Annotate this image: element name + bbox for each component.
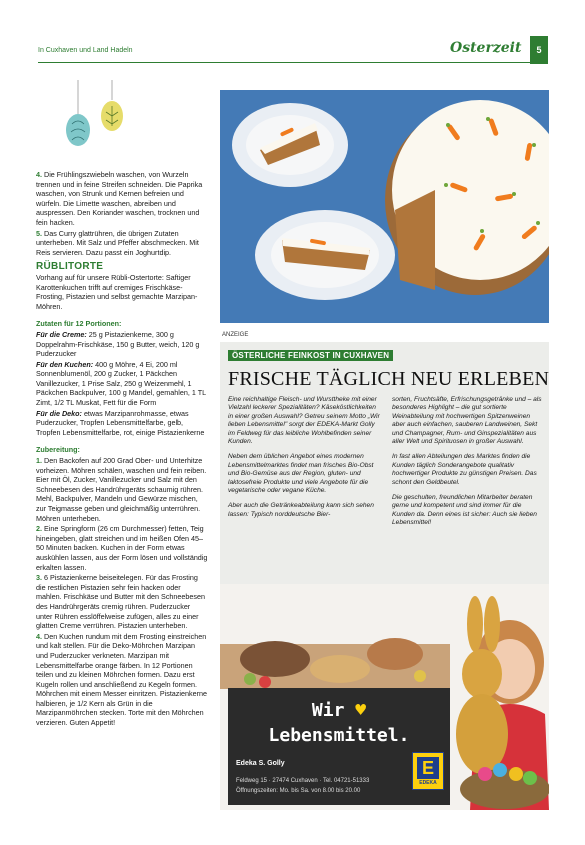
store-name: Edeka S. Golly xyxy=(236,760,285,767)
store-slogan xyxy=(228,700,450,746)
slogan-word: Wir xyxy=(311,700,345,721)
recipe-title: RÜBLITORTE xyxy=(36,261,104,273)
heart-icon: ♥ xyxy=(355,700,367,721)
prep-step-3 xyxy=(36,573,208,631)
step-text: Den Backofen auf 200 Grad Ober- und Unterhitze vorheizen. Möhren schälen, waschen und fein reiben. Eier mit Öl, Zucker, Vanillezucker und Salz mit den Schneebesen des Handrührgeräts schaumig rühren. Mehl, Backpulver, Mandeln und Gewürze mischen, zur Teigmasse geben und gleichmäßig unterrühren. Möhren unterheben. xyxy=(36,456,207,523)
step-text: Den Kuchen rundum mit dem Frosting einstreichen und kalt stellen. Für die Deko-Möhrchen Marzipan und Puderzucker verkneten. Marzipan mit Lebensmittelfarbe orange färben. In 12 Portionen teilen und zu kleinen Möhrchen formen. Dazu erst Kugeln rollen und anschließend zu Kegeln formen. Möhrchen mit einem Messer einritzen. Pistazienkerne halbieren, je 1/2 Kern als Grün in die Marzipanmöhrchen stecken. Torte mit den Möhrchen verzieren. Guten Appetit! xyxy=(36,631,207,728)
ingredients-label: Für die Deko: xyxy=(36,408,82,418)
edeka-logo xyxy=(412,752,444,790)
section-title: Osterzeit xyxy=(450,40,522,56)
step-text: Die Frühlingszwiebeln waschen, von Wurzeln trennen und in feine Streifen schneiden. Die Paprika waschen, von Strunk und Kernen befreien und würfeln. Die Limette waschen, abreiben und auspressen. Den Koriander waschen, trocknen und fein hacken. xyxy=(36,170,203,227)
ad-paragraph: Eine reichhaltige Fleisch- und Wursttheke mit einer Vielzahl leckerer Spezialitäten? Käseköstlichkeiten in einer großen Auswahl? Getreu seinem Motto „Wir lieben Lebensmittel" sorgt der EDEKA-Markt Golly im Feldweg für das leibliche Wohlbefinden seiner Kunden. xyxy=(228,396,380,446)
step-number: 2. xyxy=(36,524,42,534)
preparation-heading: Zubereitung: xyxy=(36,445,80,455)
slogan-line-1 xyxy=(228,700,450,721)
store-address: Feldweg 15 · 27474 Cuxhaven · Tel. 04721-51333 xyxy=(236,778,370,784)
step-number: 4. xyxy=(36,631,42,641)
recipe-column xyxy=(36,170,208,729)
ad-paragraph: In fast allen Abteilungen des Marktes finden die Kunden täglich Sonderangebote qualitativ hochwertiger Produkte zu günstigen Preisen. Das schont den Geldbeutel. xyxy=(392,453,537,486)
ad-label: ANZEIGE xyxy=(222,332,249,338)
step-4 xyxy=(36,170,208,228)
carrot-cake-photo xyxy=(220,90,549,323)
ingredients-text: 25 g Pistazienkerne, 300 g Doppelrahm-Frischkäse, 150 g Butter, weich, 120 g Puderzucker xyxy=(36,329,200,359)
logo-text: EDEKA xyxy=(419,780,437,786)
step-number: 3. xyxy=(36,573,42,583)
ingredients-heading: Zutaten für 12 Portionen: xyxy=(36,319,122,329)
ad-headline: FRISCHE TÄGLICH NEU ERLEBEN xyxy=(228,368,550,390)
ad-paragraph: Neben dem üblichen Angebot eines modernen Lebensmittelmarktes findet man frisches Bio-Obst und Bio-Gemüse aus der Region, gluten- und laktosefreie Produkte und viele Angebote für die vegetarische oder vegane Küche. xyxy=(228,453,374,495)
ingredients-kuchen xyxy=(36,360,208,408)
header-rule xyxy=(38,62,530,63)
ad-paragraph: Aber auch die Getränkeabteilung kann sich sehen lassen: Typisch norddeutsche Bier- xyxy=(228,502,374,518)
ad-column-1 xyxy=(228,396,381,526)
prep-step-2 xyxy=(36,524,208,572)
step-text: Eine Springform (26 cm Durchmesser) fetten, Teig hineingeben, glatt streichen und im heißen Ofen 45–50 Minuten backen. Kuchen in der Form etwas auskühlen lassen, aus der Form lösen und vollständig erkalten lassen. xyxy=(36,524,208,572)
ingredients-label: Für die Creme: xyxy=(36,329,87,339)
slogan-line-2: Lebensmittel. xyxy=(268,725,410,746)
store-hours: Öffnungszeiten: Mo. bis Sa. von 8.00 bis 20.00 xyxy=(236,788,361,794)
page-number: 5 xyxy=(530,36,548,64)
step-5 xyxy=(36,229,208,258)
ad-paragraph: Die geschulten, freundlichen Mitarbeiter beraten gerne und kompetent und sind immer für die Kunden da. Denn eines ist sicher: Auch sie lieben Lebensmittel! xyxy=(392,494,537,527)
prep-step-4 xyxy=(36,632,208,728)
ad-paragraph: sorten, Fruchtsäfte, Erfrischungsgetränke und – als besonderes Highlight – die gut sortierte Weinabteilung mit hochwertigen Spitzenweinen aber auch einfachen, sauberen Landweinen, Sekt und Champagner, Rum- und Ginspezialitäten aus aller Welt und Spirituosen in großer Auswahl. xyxy=(392,396,542,446)
step-number: 4. xyxy=(36,170,42,179)
ingredients-text: 400 g Möhre, 4 Ei, 200 ml Sonnenblumenöl, 200 g Zucker, 1 Päckchen Vanillezucker, 1 Prise Salz, 250 g Weizenmehl, 1 Päckchen Backpulver, 100 g Mandel, gemahlen, 1 TL Zimt, 1/2 TL Muskat, Fett für die Form xyxy=(36,359,206,408)
step-number: 1. xyxy=(36,456,42,466)
ad-column-2 xyxy=(392,396,544,535)
step-text: Das Curry glattrühren, die übrigen Zutaten unterheben. Mit Salz und Pfeffer abschmecken. Mit Reis servieren. Dazu passt ein Joghurtdip. xyxy=(36,228,199,257)
recipe-intro: Vorhang auf für unsere Rübli-Ostertorte: Saftiger Karottenkuchen trifft auf cremiges Frischkäse-Frosting, Pistazien und selbst gemachte Marzipan-Möhren. xyxy=(36,272,198,311)
ad-badge: ÖSTERLICHE FEINKOST IN CUXHAVEN xyxy=(228,350,393,361)
ingredients-label: Für den Kuchen: xyxy=(36,359,94,369)
step-number: 5. xyxy=(36,228,42,238)
ingredients-deko xyxy=(36,409,208,438)
logo-letter: E xyxy=(417,757,439,779)
ingredients-text: etwas Marzipanrohmasse, etwas Puderzucker, Tropfen Lebensmittelfarbe, gelb, Tropfen Lebensmittelfarbe, rot, einige Pistazienkerne xyxy=(36,408,205,437)
step-text: 6 Pistazienkerne beiseitelegen. Für das Frosting die restlichen Pistazien sehr fein hacken oder mahlen. Frischkäse und Butter mit den Schneebesen des Handrührgeräts cremig rühren. Puderzucker unter Rühren esslöffelweise zufügen, alles zu einer glatten Creme verrühren. Pistazien unterheben. xyxy=(36,573,206,631)
easter-eggs-illustration xyxy=(62,80,137,150)
section-label: In Cuxhaven und Land Hadeln xyxy=(38,47,133,54)
ingredients-creme xyxy=(36,330,208,359)
prep-step-1 xyxy=(36,456,208,523)
